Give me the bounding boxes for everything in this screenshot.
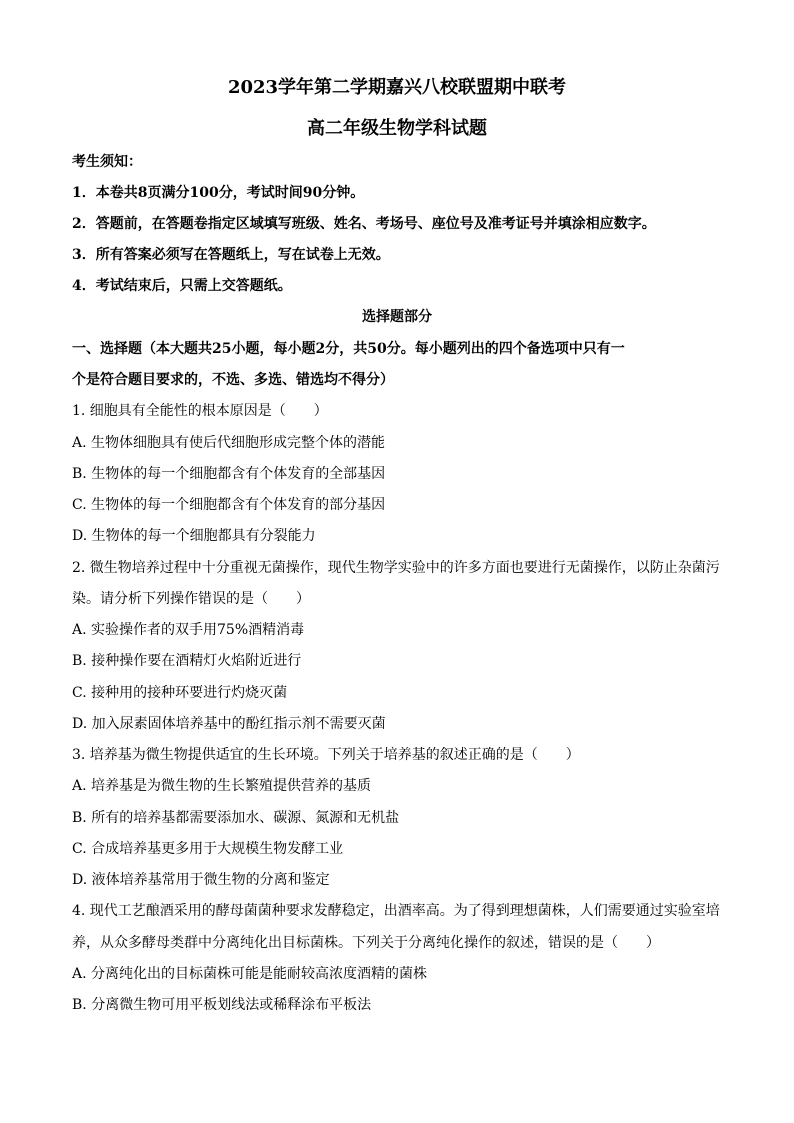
question-4-option-a: A. 分离纯化出的目标菌株可能是能耐较高浓度酒精的菌株	[72, 966, 428, 982]
question-2-option-c: C. 接种用的接种环要进行灼烧灭菌	[72, 685, 288, 701]
question-4-stem-line2: 养，从众多酵母类群中分离纯化出目标菌株。下列关于分离纯化操作的叙述，错误的是（ ）	[72, 935, 660, 951]
question-3-option-d: D. 液体培养基常用于微生物的分离和鉴定	[72, 872, 330, 888]
question-2-option-a: A. 实验操作者的双手用75%酒精消毒	[72, 622, 305, 638]
question-3-option-c: C. 合成培养基更多用于大规模生物发酵工业	[72, 841, 344, 857]
question-3-stem: 3. 培养基为微生物提供适宜的生长环境。下列关于培养基的叙述正确的是（ ）	[72, 747, 580, 763]
question-1-option-d: D. 生物体的每一个细胞都具有分裂能力	[72, 528, 316, 544]
section-instruction-line2: 个是符合题目要求的，不选、多选、错选均不得分）	[72, 372, 394, 388]
notice-heading: 考生须知：	[72, 154, 142, 170]
section-title: 选择题部分	[362, 309, 432, 325]
question-1-stem: 1. 细胞具有全能性的根本原因是（ ）	[72, 403, 328, 419]
question-4-option-b: B. 分离微生物可用平板划线法或稀释涂布平板法	[72, 997, 372, 1013]
question-4-stem-line1: 4. 现代工艺酿酒采用的酵母菌菌种要求发酵稳定，出酒率高。为了得到理想菌株，人们需要通过实验室培	[72, 903, 720, 919]
question-2-stem-line2: 染。请分析下列操作错误的是（ ）	[72, 591, 310, 607]
exam-title: 2023学年第二学期嘉兴八校联盟期中联考	[227, 77, 567, 98]
question-1-option-b: B. 生物体的每一个细胞都含有个体发育的全部基因	[72, 466, 386, 482]
question-2-option-b: B. 接种操作要在酒精灯火焰附近进行	[72, 653, 302, 669]
notice-item-3: 3．所有答案必须写在答题纸上，写在试卷上无效。	[72, 247, 390, 263]
question-3-option-b: B. 所有的培养基都需要添加水、碳源、氮源和无机盐	[72, 810, 400, 826]
question-1-option-a: A. 生物体细胞具有使后代细胞形成完整个体的潜能	[72, 435, 386, 451]
question-2-stem-line1: 2. 微生物培养过程中十分重视无菌操作，现代生物学实验中的许多方面也要进行无菌操作，以防止杂菌污	[72, 560, 720, 576]
exam-subtitle: 高二年级生物学科试题	[307, 118, 487, 139]
question-1-option-c: C. 生物体的每一个细胞都含有个体发育的部分基因	[72, 497, 386, 513]
notice-item-4: 4．考试结束后，只需上交答题纸。	[72, 278, 292, 294]
question-2-option-d: D. 加入尿素固体培养基中的酚红指示剂不需要灭菌	[72, 716, 386, 732]
notice-item-2: 2．答题前，在答题卷指定区域填写班级、姓名、考场号、座位号及准考证号并填涂相应数字。	[72, 216, 656, 232]
section-instruction-line1: 一、选择题（本大题共25小题，每小题2分，共50分。每小题列出的四个备选项中只有一	[72, 341, 625, 357]
notice-item-1: 1．本卷共8页满分100分，考试时间90分钟。	[72, 185, 365, 201]
question-3-option-a: A. 培养基是为微生物的生长繁殖提供营养的基质	[72, 778, 372, 794]
